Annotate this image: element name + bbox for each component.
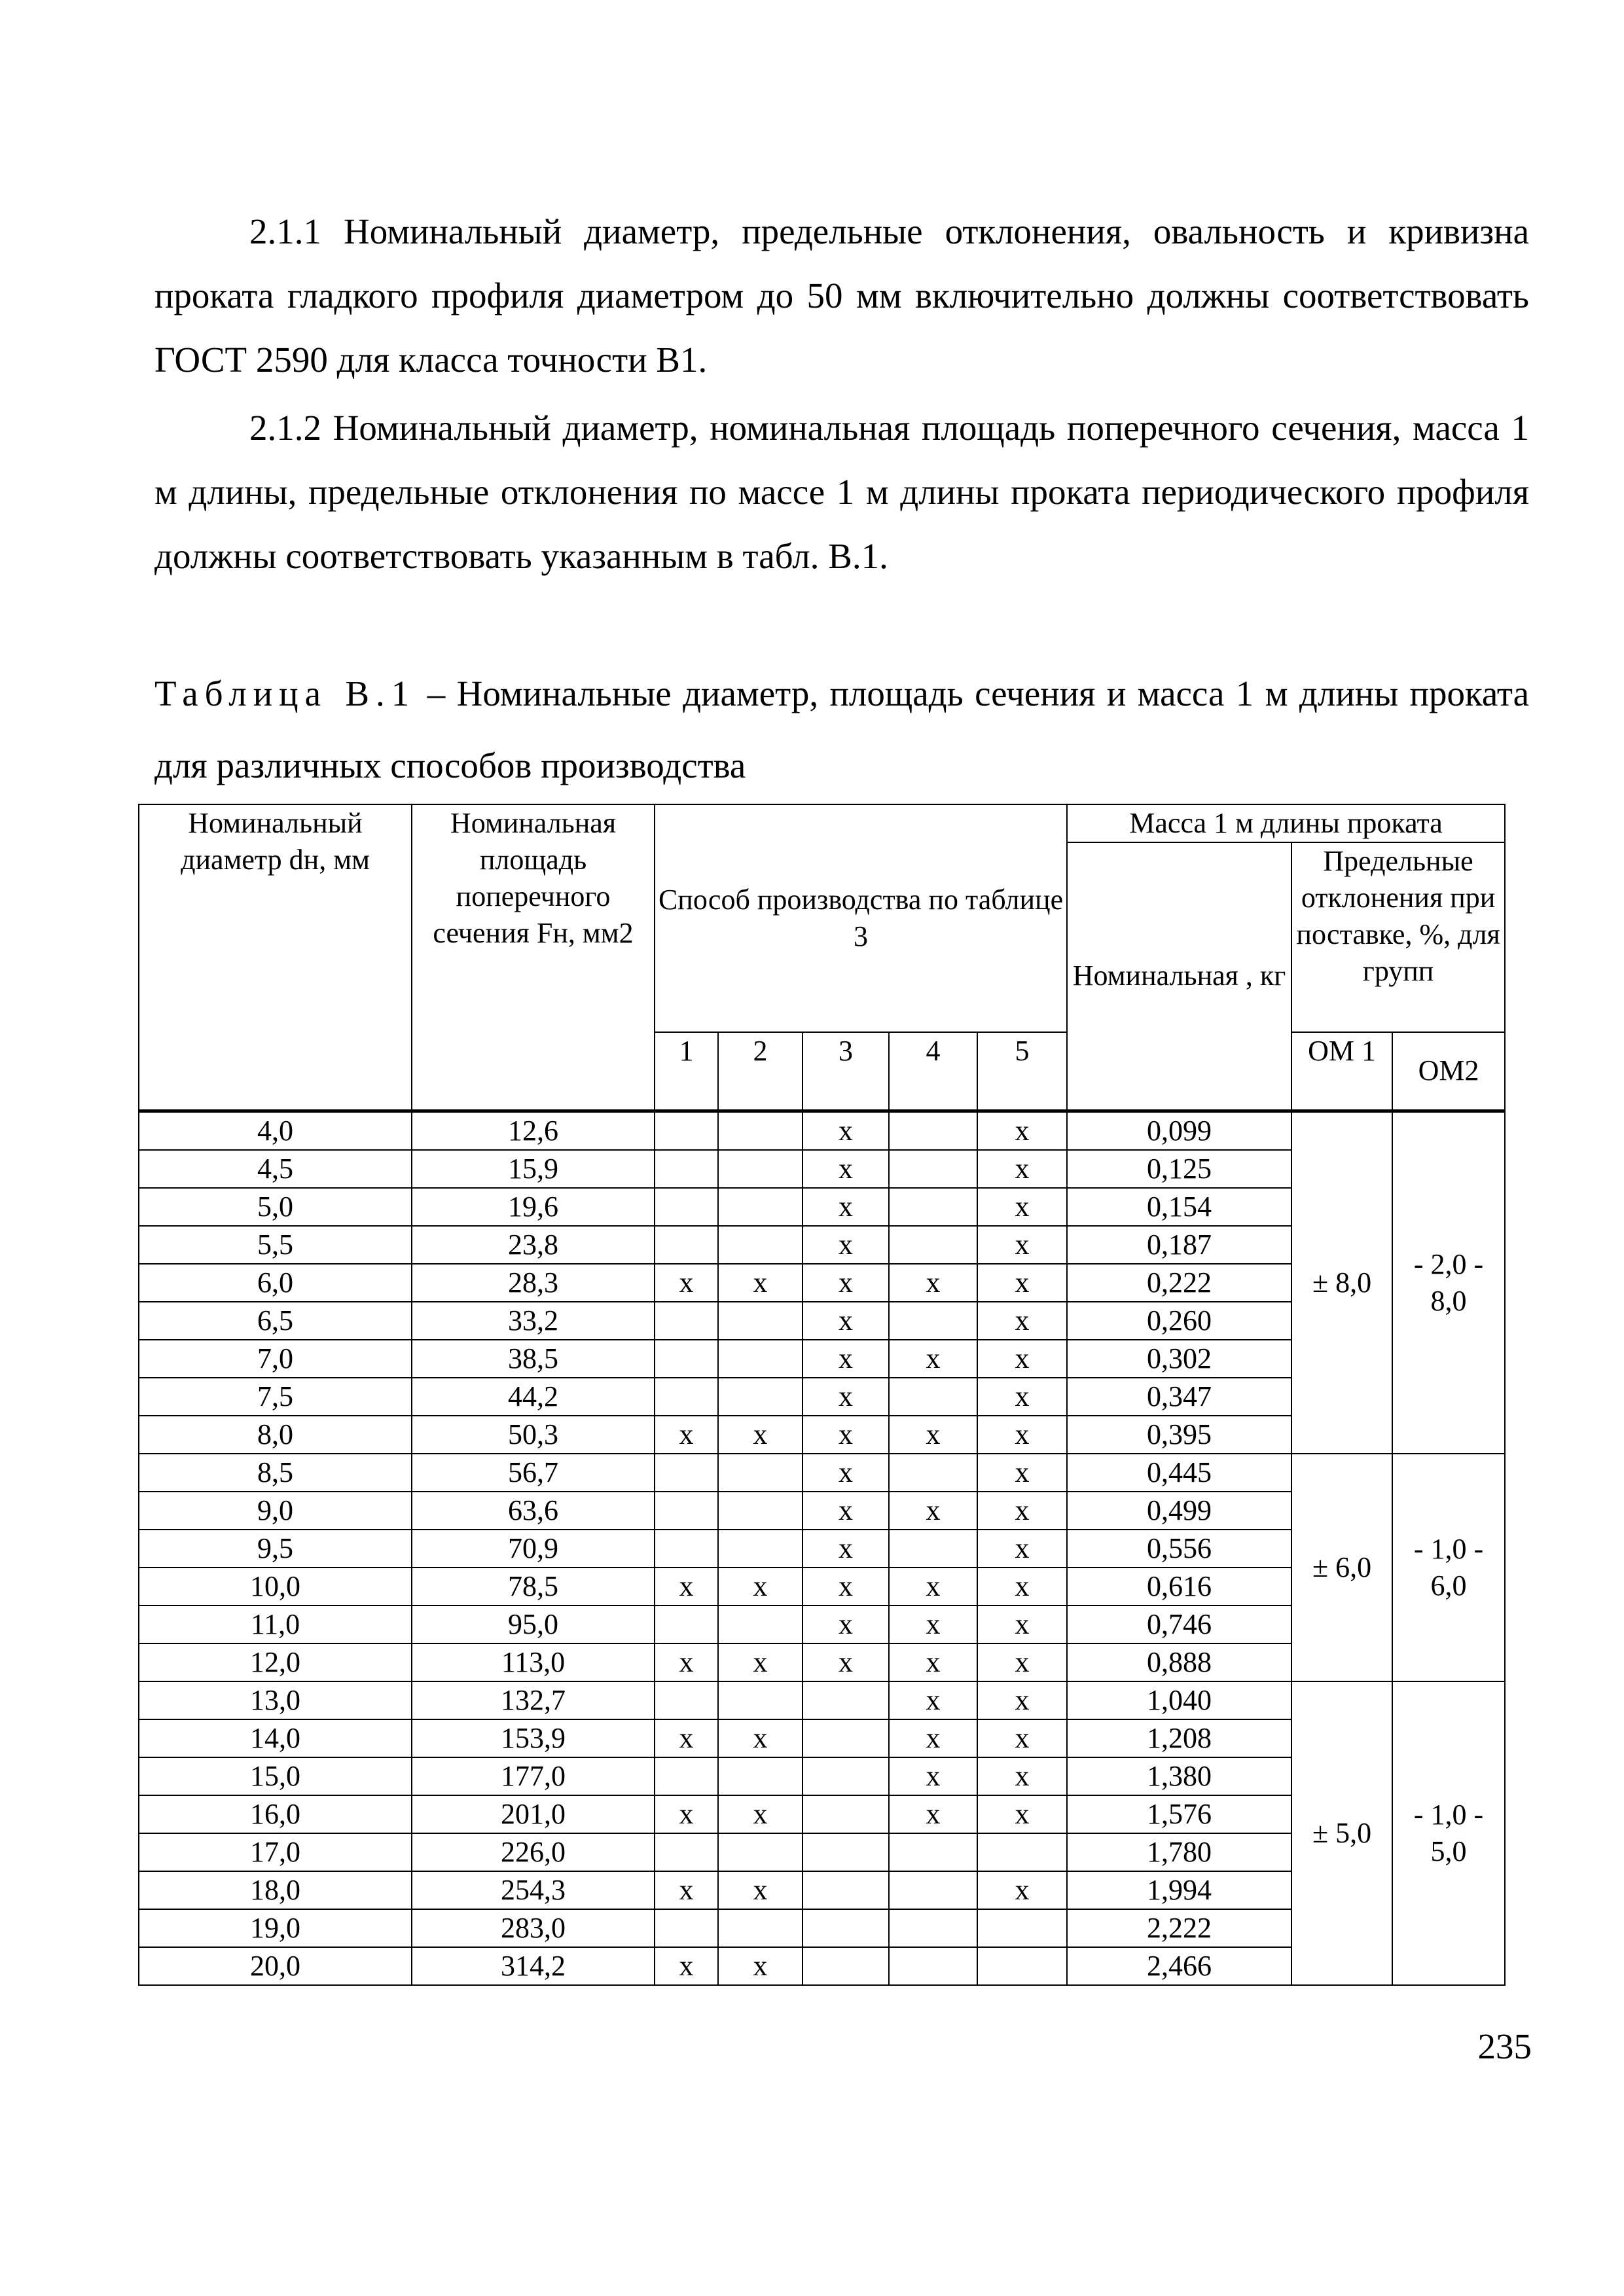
area-cell: 201,0 bbox=[412, 1795, 655, 1833]
method-cell: х bbox=[655, 1643, 718, 1681]
method-cell: х bbox=[889, 1568, 977, 1605]
method-cell bbox=[718, 1681, 803, 1719]
method-cell: х bbox=[977, 1795, 1067, 1833]
method-cell bbox=[655, 1454, 718, 1492]
area-cell: 33,2 bbox=[412, 1302, 655, 1340]
method-cell: х bbox=[803, 1378, 889, 1416]
method-cell: х bbox=[889, 1719, 977, 1757]
method-cell: х bbox=[803, 1188, 889, 1226]
header-method-col: 1 bbox=[655, 1032, 718, 1111]
method-cell: х bbox=[889, 1795, 977, 1833]
diameter-cell: 4,5 bbox=[139, 1150, 412, 1188]
method-cell: х bbox=[977, 1111, 1067, 1150]
area-cell: 12,6 bbox=[412, 1111, 655, 1150]
diameter-cell: 17,0 bbox=[139, 1833, 412, 1871]
method-cell bbox=[655, 1302, 718, 1340]
method-cell bbox=[803, 1947, 889, 1985]
area-cell: 95,0 bbox=[412, 1605, 655, 1643]
paragraph-2-1-2: 2.1.2 Номинальный диаметр, номинальная площадь поперечного сечения, масса 1 м длины, предельные отклонения по массе 1 м длины проката периодического профиля должны соответствовать указанным в табл. В.1. bbox=[154, 408, 1529, 576]
header-method-col: 4 bbox=[889, 1032, 977, 1111]
method-cell bbox=[889, 1302, 977, 1340]
diameter-cell: 9,5 bbox=[139, 1530, 412, 1568]
method-cell: х bbox=[718, 1643, 803, 1681]
method-cell bbox=[718, 1530, 803, 1568]
method-cell: х bbox=[718, 1719, 803, 1757]
method-cell: х bbox=[718, 1264, 803, 1302]
method-cell: х bbox=[889, 1340, 977, 1378]
method-cell bbox=[889, 1530, 977, 1568]
method-cell: х bbox=[977, 1530, 1067, 1568]
method-cell bbox=[718, 1605, 803, 1643]
method-cell: х bbox=[803, 1150, 889, 1188]
method-cell: х bbox=[803, 1530, 889, 1568]
method-cell bbox=[977, 1947, 1067, 1985]
method-cell bbox=[655, 1492, 718, 1530]
method-cell: х bbox=[889, 1757, 977, 1795]
method-cell: х bbox=[977, 1302, 1067, 1340]
method-cell: х bbox=[977, 1264, 1067, 1302]
method-cell: х bbox=[977, 1416, 1067, 1454]
method-cell bbox=[655, 1833, 718, 1871]
area-cell: 28,3 bbox=[412, 1264, 655, 1302]
method-cell: х bbox=[977, 1226, 1067, 1264]
method-cell: х bbox=[889, 1264, 977, 1302]
mass-cell: 0,888 bbox=[1067, 1643, 1291, 1681]
diameter-cell: 12,0 bbox=[139, 1643, 412, 1681]
method-cell bbox=[889, 1150, 977, 1188]
method-cell bbox=[655, 1111, 718, 1150]
header-mass-group: Масса 1 м длины проката bbox=[1067, 804, 1505, 842]
method-cell: х bbox=[803, 1605, 889, 1643]
diameter-cell: 10,0 bbox=[139, 1568, 412, 1605]
area-cell: 226,0 bbox=[412, 1833, 655, 1871]
method-cell bbox=[803, 1833, 889, 1871]
method-cell bbox=[889, 1378, 977, 1416]
method-cell: х bbox=[977, 1757, 1067, 1795]
method-cell bbox=[977, 1833, 1067, 1871]
method-cell: х bbox=[977, 1150, 1067, 1188]
mass-cell: 0,556 bbox=[1067, 1530, 1291, 1568]
method-cell bbox=[803, 1719, 889, 1757]
diameter-cell: 18,0 bbox=[139, 1871, 412, 1909]
area-cell: 254,3 bbox=[412, 1871, 655, 1909]
method-cell: х bbox=[977, 1340, 1067, 1378]
method-cell: х bbox=[977, 1605, 1067, 1643]
method-cell bbox=[718, 1111, 803, 1150]
method-cell bbox=[889, 1188, 977, 1226]
method-cell: х bbox=[803, 1111, 889, 1150]
diameter-cell: 15,0 bbox=[139, 1757, 412, 1795]
mass-cell: 2,466 bbox=[1067, 1947, 1291, 1985]
deviation-om1-cell: ± 8,0 bbox=[1291, 1111, 1392, 1454]
method-cell bbox=[655, 1757, 718, 1795]
header-method-col: 3 bbox=[803, 1032, 889, 1111]
diameter-cell: 13,0 bbox=[139, 1681, 412, 1719]
method-cell bbox=[803, 1871, 889, 1909]
method-cell: х bbox=[977, 1454, 1067, 1492]
diameter-cell: 7,0 bbox=[139, 1340, 412, 1378]
header-deviations: Предельные отклонения при поставке, %, для групп bbox=[1291, 842, 1505, 1032]
diameter-cell: 19,0 bbox=[139, 1909, 412, 1947]
diameter-cell: 6,0 bbox=[139, 1264, 412, 1302]
area-cell: 113,0 bbox=[412, 1643, 655, 1681]
method-cell bbox=[718, 1150, 803, 1188]
rebar-table bbox=[138, 804, 1506, 1986]
method-cell: х bbox=[889, 1492, 977, 1530]
mass-cell: 0,187 bbox=[1067, 1226, 1291, 1264]
method-cell bbox=[655, 1340, 718, 1378]
header-method: Способ производства по таблице 3 bbox=[655, 804, 1067, 1032]
method-cell: х bbox=[803, 1226, 889, 1264]
page-number: 235 bbox=[1477, 2026, 1532, 2066]
diameter-cell: 7,5 bbox=[139, 1378, 412, 1416]
method-cell bbox=[655, 1530, 718, 1568]
deviation-om1-cell: ± 5,0 bbox=[1291, 1681, 1392, 1985]
method-cell bbox=[718, 1757, 803, 1795]
method-cell: х bbox=[803, 1568, 889, 1605]
mass-cell: 0,499 bbox=[1067, 1492, 1291, 1530]
method-cell: х bbox=[803, 1454, 889, 1492]
method-cell bbox=[655, 1909, 718, 1947]
diameter-cell: 14,0 bbox=[139, 1719, 412, 1757]
method-cell bbox=[889, 1947, 977, 1985]
mass-cell: 1,994 bbox=[1067, 1871, 1291, 1909]
diameter-cell: 4,0 bbox=[139, 1111, 412, 1150]
method-cell bbox=[889, 1909, 977, 1947]
diameter-cell: 9,0 bbox=[139, 1492, 412, 1530]
method-cell bbox=[803, 1909, 889, 1947]
area-cell: 314,2 bbox=[412, 1947, 655, 1985]
header-method-col: 5 bbox=[977, 1032, 1067, 1111]
method-cell bbox=[655, 1681, 718, 1719]
method-cell bbox=[803, 1757, 889, 1795]
method-cell bbox=[889, 1111, 977, 1150]
mass-cell: 1,040 bbox=[1067, 1681, 1291, 1719]
method-cell bbox=[977, 1909, 1067, 1947]
header-om1: ОМ 1 bbox=[1291, 1032, 1392, 1111]
area-cell: 38,5 bbox=[412, 1340, 655, 1378]
mass-cell: 1,208 bbox=[1067, 1719, 1291, 1757]
mass-cell: 0,445 bbox=[1067, 1454, 1291, 1492]
method-cell bbox=[655, 1378, 718, 1416]
method-cell: х bbox=[655, 1795, 718, 1833]
mass-cell: 0,616 bbox=[1067, 1568, 1291, 1605]
header-area: Номинальная площадь поперечного сечения Fн, мм2 bbox=[412, 804, 655, 1111]
method-cell bbox=[655, 1605, 718, 1643]
table-caption bbox=[154, 658, 1529, 802]
area-cell: 283,0 bbox=[412, 1909, 655, 1947]
mass-cell: 2,222 bbox=[1067, 1909, 1291, 1947]
method-cell: х bbox=[889, 1416, 977, 1454]
method-cell bbox=[718, 1833, 803, 1871]
method-cell bbox=[655, 1226, 718, 1264]
method-cell bbox=[718, 1226, 803, 1264]
header-mass-nominal: Номинальная , кг bbox=[1067, 842, 1291, 1111]
table-row bbox=[139, 1111, 1505, 1150]
method-cell bbox=[655, 1188, 718, 1226]
table-caption-label: Таблица В.1 bbox=[154, 673, 416, 713]
method-cell bbox=[718, 1909, 803, 1947]
method-cell bbox=[718, 1378, 803, 1416]
mass-cell: 0,746 bbox=[1067, 1605, 1291, 1643]
area-cell: 132,7 bbox=[412, 1681, 655, 1719]
method-cell bbox=[889, 1226, 977, 1264]
area-cell: 19,6 bbox=[412, 1188, 655, 1226]
method-cell: х bbox=[889, 1681, 977, 1719]
header-om2: ОМ2 bbox=[1392, 1032, 1505, 1111]
method-cell bbox=[889, 1871, 977, 1909]
method-cell: х bbox=[655, 1568, 718, 1605]
method-cell bbox=[718, 1340, 803, 1378]
method-cell: х bbox=[655, 1719, 718, 1757]
method-cell bbox=[803, 1795, 889, 1833]
header-method-col: 2 bbox=[718, 1032, 803, 1111]
area-cell: 177,0 bbox=[412, 1757, 655, 1795]
method-cell bbox=[718, 1302, 803, 1340]
method-cell: х bbox=[718, 1795, 803, 1833]
table-caption-text: – Номинальные диаметр, площадь сечения и масса 1 м длины проката для различных способов производства bbox=[154, 673, 1529, 785]
diameter-cell: 6,5 bbox=[139, 1302, 412, 1340]
table-body bbox=[139, 1111, 1505, 1985]
mass-cell: 0,302 bbox=[1067, 1340, 1291, 1378]
mass-cell: 1,576 bbox=[1067, 1795, 1291, 1833]
method-cell: х bbox=[718, 1568, 803, 1605]
method-cell: х bbox=[977, 1871, 1067, 1909]
method-cell bbox=[889, 1454, 977, 1492]
method-cell: х bbox=[718, 1947, 803, 1985]
method-cell: х bbox=[977, 1568, 1067, 1605]
mass-cell: 0,099 bbox=[1067, 1111, 1291, 1150]
mass-cell: 0,260 bbox=[1067, 1302, 1291, 1340]
method-cell bbox=[655, 1150, 718, 1188]
area-cell: 56,7 bbox=[412, 1454, 655, 1492]
method-cell: х bbox=[803, 1302, 889, 1340]
method-cell bbox=[718, 1454, 803, 1492]
method-cell: х bbox=[655, 1947, 718, 1985]
diameter-cell: 16,0 bbox=[139, 1795, 412, 1833]
table-row bbox=[139, 1454, 1505, 1492]
mass-cell: 0,154 bbox=[1067, 1188, 1291, 1226]
method-cell bbox=[803, 1681, 889, 1719]
header-diameter: Номинальный диаметр dн, мм bbox=[139, 804, 412, 1111]
method-cell: х bbox=[977, 1681, 1067, 1719]
table-row bbox=[139, 1681, 1505, 1719]
area-cell: 44,2 bbox=[412, 1378, 655, 1416]
diameter-cell: 20,0 bbox=[139, 1947, 412, 1985]
mass-cell: 1,780 bbox=[1067, 1833, 1291, 1871]
area-cell: 15,9 bbox=[412, 1150, 655, 1188]
deviation-om2-cell: - 1,0 - 5,0 bbox=[1392, 1681, 1505, 1985]
method-cell: х bbox=[803, 1340, 889, 1378]
method-cell: х bbox=[889, 1605, 977, 1643]
method-cell: х bbox=[889, 1643, 977, 1681]
diameter-cell: 8,5 bbox=[139, 1454, 412, 1492]
area-cell: 23,8 bbox=[412, 1226, 655, 1264]
deviation-om1-cell: ± 6,0 bbox=[1291, 1454, 1392, 1681]
mass-cell: 0,222 bbox=[1067, 1264, 1291, 1302]
method-cell: х bbox=[803, 1264, 889, 1302]
method-cell: х bbox=[655, 1871, 718, 1909]
method-cell: х bbox=[977, 1188, 1067, 1226]
deviation-om2-cell: - 1,0 - 6,0 bbox=[1392, 1454, 1505, 1681]
method-cell bbox=[718, 1188, 803, 1226]
area-cell: 153,9 bbox=[412, 1719, 655, 1757]
area-cell: 63,6 bbox=[412, 1492, 655, 1530]
area-cell: 50,3 bbox=[412, 1416, 655, 1454]
method-cell: х bbox=[977, 1378, 1067, 1416]
mass-cell: 0,347 bbox=[1067, 1378, 1291, 1416]
method-cell: х bbox=[803, 1416, 889, 1454]
mass-cell: 0,125 bbox=[1067, 1150, 1291, 1188]
method-cell: х bbox=[655, 1264, 718, 1302]
method-cell: х bbox=[718, 1416, 803, 1454]
method-cell: х bbox=[803, 1492, 889, 1530]
mass-cell: 0,395 bbox=[1067, 1416, 1291, 1454]
method-cell bbox=[718, 1492, 803, 1530]
paragraph-2-1-1: 2.1.1 Номинальный диаметр, предельные отклонения, овальность и кривизна проката гладкого профиля диаметром до 50 мм включительно должны соответствовать ГОСТ 2590 для класса точности В1. bbox=[154, 211, 1529, 380]
method-cell: х bbox=[803, 1643, 889, 1681]
method-cell: х bbox=[655, 1416, 718, 1454]
method-cell: х bbox=[977, 1719, 1067, 1757]
mass-cell: 1,380 bbox=[1067, 1757, 1291, 1795]
deviation-om2-cell: - 2,0 - 8,0 bbox=[1392, 1111, 1505, 1454]
diameter-cell: 11,0 bbox=[139, 1605, 412, 1643]
area-cell: 70,9 bbox=[412, 1530, 655, 1568]
diameter-cell: 5,5 bbox=[139, 1226, 412, 1264]
diameter-cell: 5,0 bbox=[139, 1188, 412, 1226]
area-cell: 78,5 bbox=[412, 1568, 655, 1605]
method-cell bbox=[889, 1833, 977, 1871]
diameter-cell: 8,0 bbox=[139, 1416, 412, 1454]
method-cell: х bbox=[718, 1871, 803, 1909]
method-cell: х bbox=[977, 1492, 1067, 1530]
method-cell: х bbox=[977, 1643, 1067, 1681]
